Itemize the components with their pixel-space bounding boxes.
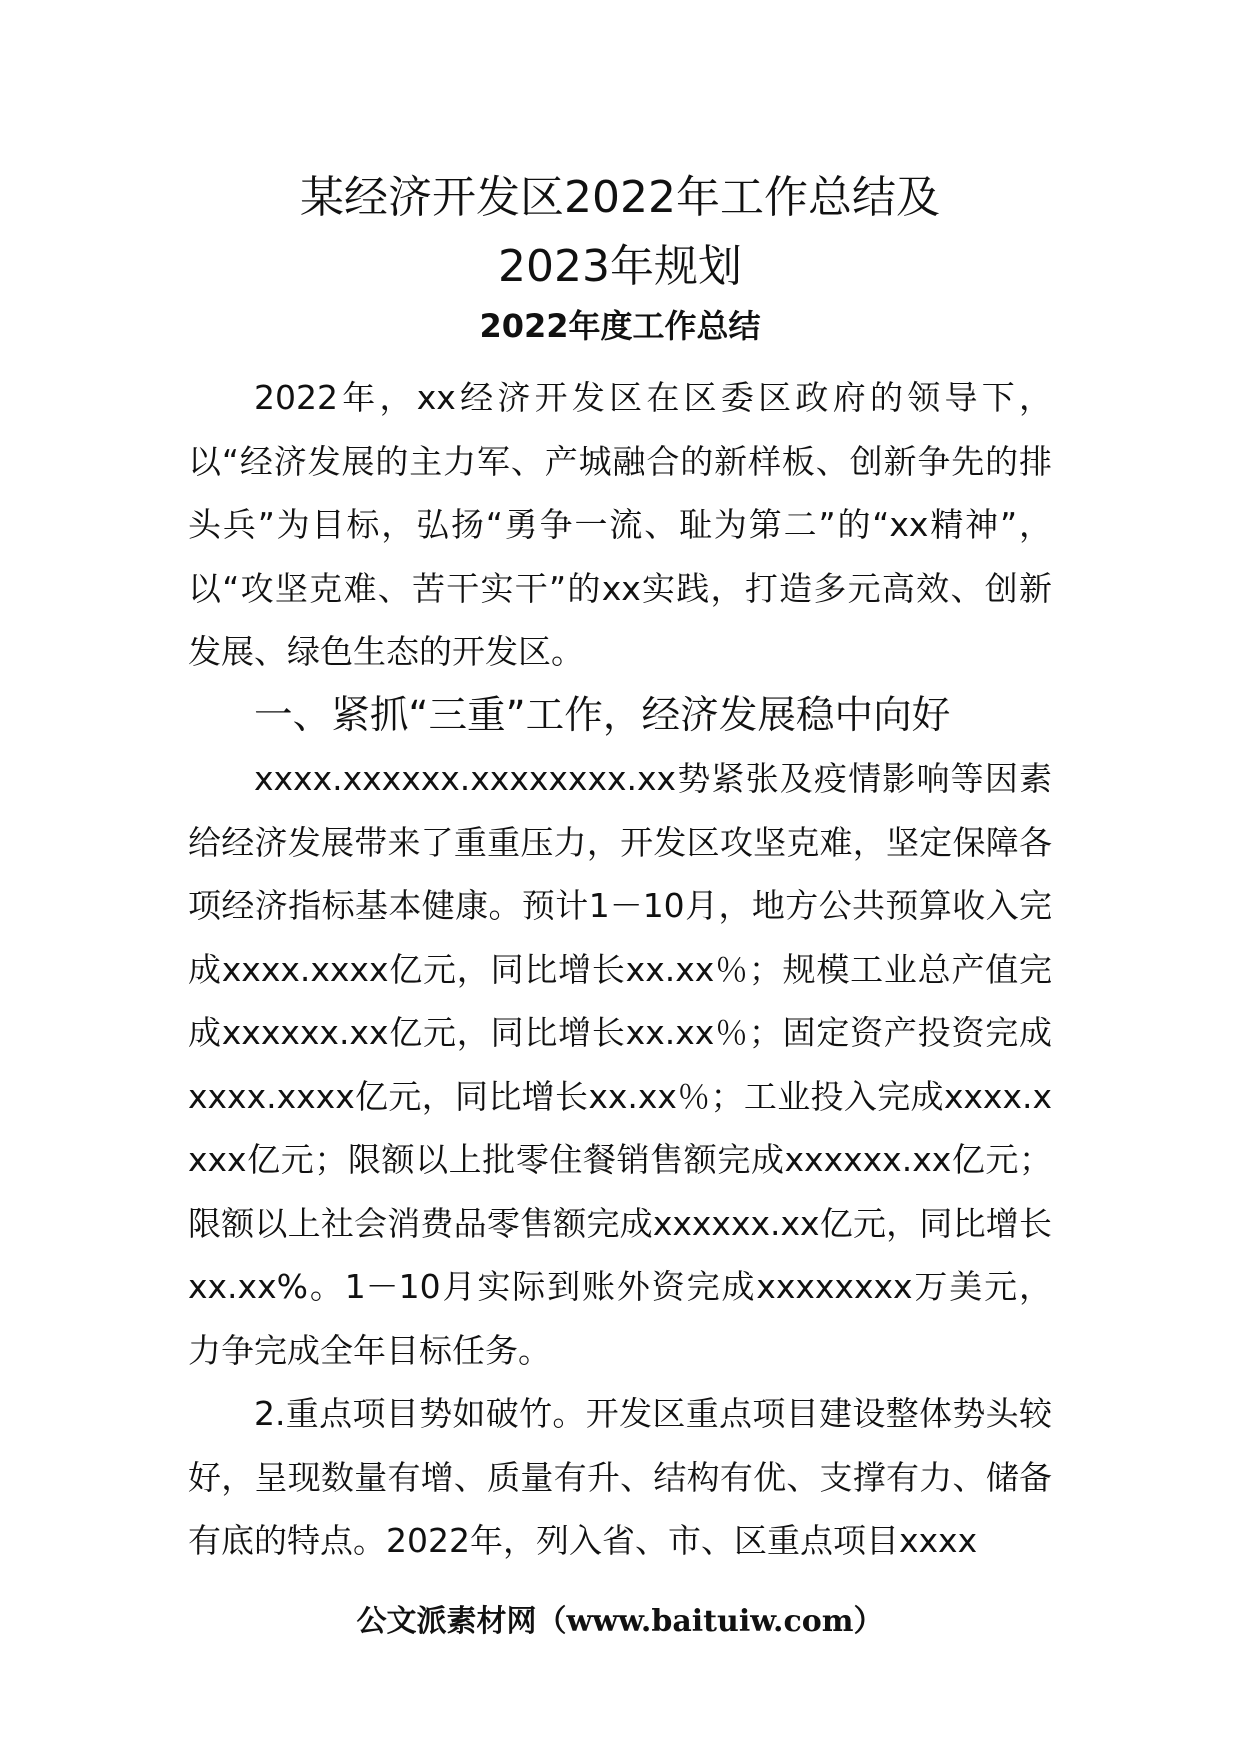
paragraph-intro: 2022年，xx经济开发区在区委区政府的领导下，以“经济发展的主力军、产城融合的新样板、创新争先的排头兵”为目标，弘扬“勇争一流、耻为第二”的“xx精神”，以“攻坚克难、苦干实干”的xx实践，打造多元高效、创新发展、绿色生态的开发区。 <box>188 378 1052 671</box>
document-subtitle: 2022年度工作总结 <box>479 307 761 345</box>
paragraph-economy: xxxx.xxxxxx.xxxxxxxx.xx势紧张及疫情影响等因素给经济发展带来了重重压力，开发区攻坚克难，坚定保障各项经济指标基本健康。预计1－10月，地方公共预算收入完成xxxx.xxxx亿元，同比增长xx.xx％；规模工业总产值完成xxxxxx.xx亿元，同比增长xx.xx％；固定资产投资完成xxxx.xxxx亿元，同比增长xx.xx％；工业投入完成xxxx.xxxx亿元；限额以上批零住餐销售额完成xxxxxx.xx亿元；限额以上社会消费品零售额完成xxxxxx.xx亿元，同比增长xx.xx%。1－10月实际到账外资完成xxxxxxxx万美元，力争完成全年目标任务。 <box>188 759 1052 1370</box>
footer-watermark: 公文派素材网（www.baituiw.com） <box>356 1604 884 1639</box>
document-title-line-2: 2023年规划 <box>498 241 742 292</box>
document-title-line-1: 某经济开发区2022年工作总结及 <box>300 172 940 223</box>
document-body <box>188 366 1052 1573</box>
section-heading-1: 一、紧抓“三重”工作，经济发展稳中向好 <box>254 692 951 738</box>
paragraph-key-projects: 2.重点项目势如破竹。开发区重点项目建设整体势头较好，呈现数量有增、质量有升、结构有优、支撑有力、储备有底的特点。2022年，列入省、市、区重点项目xxxx <box>188 1394 1052 1560</box>
